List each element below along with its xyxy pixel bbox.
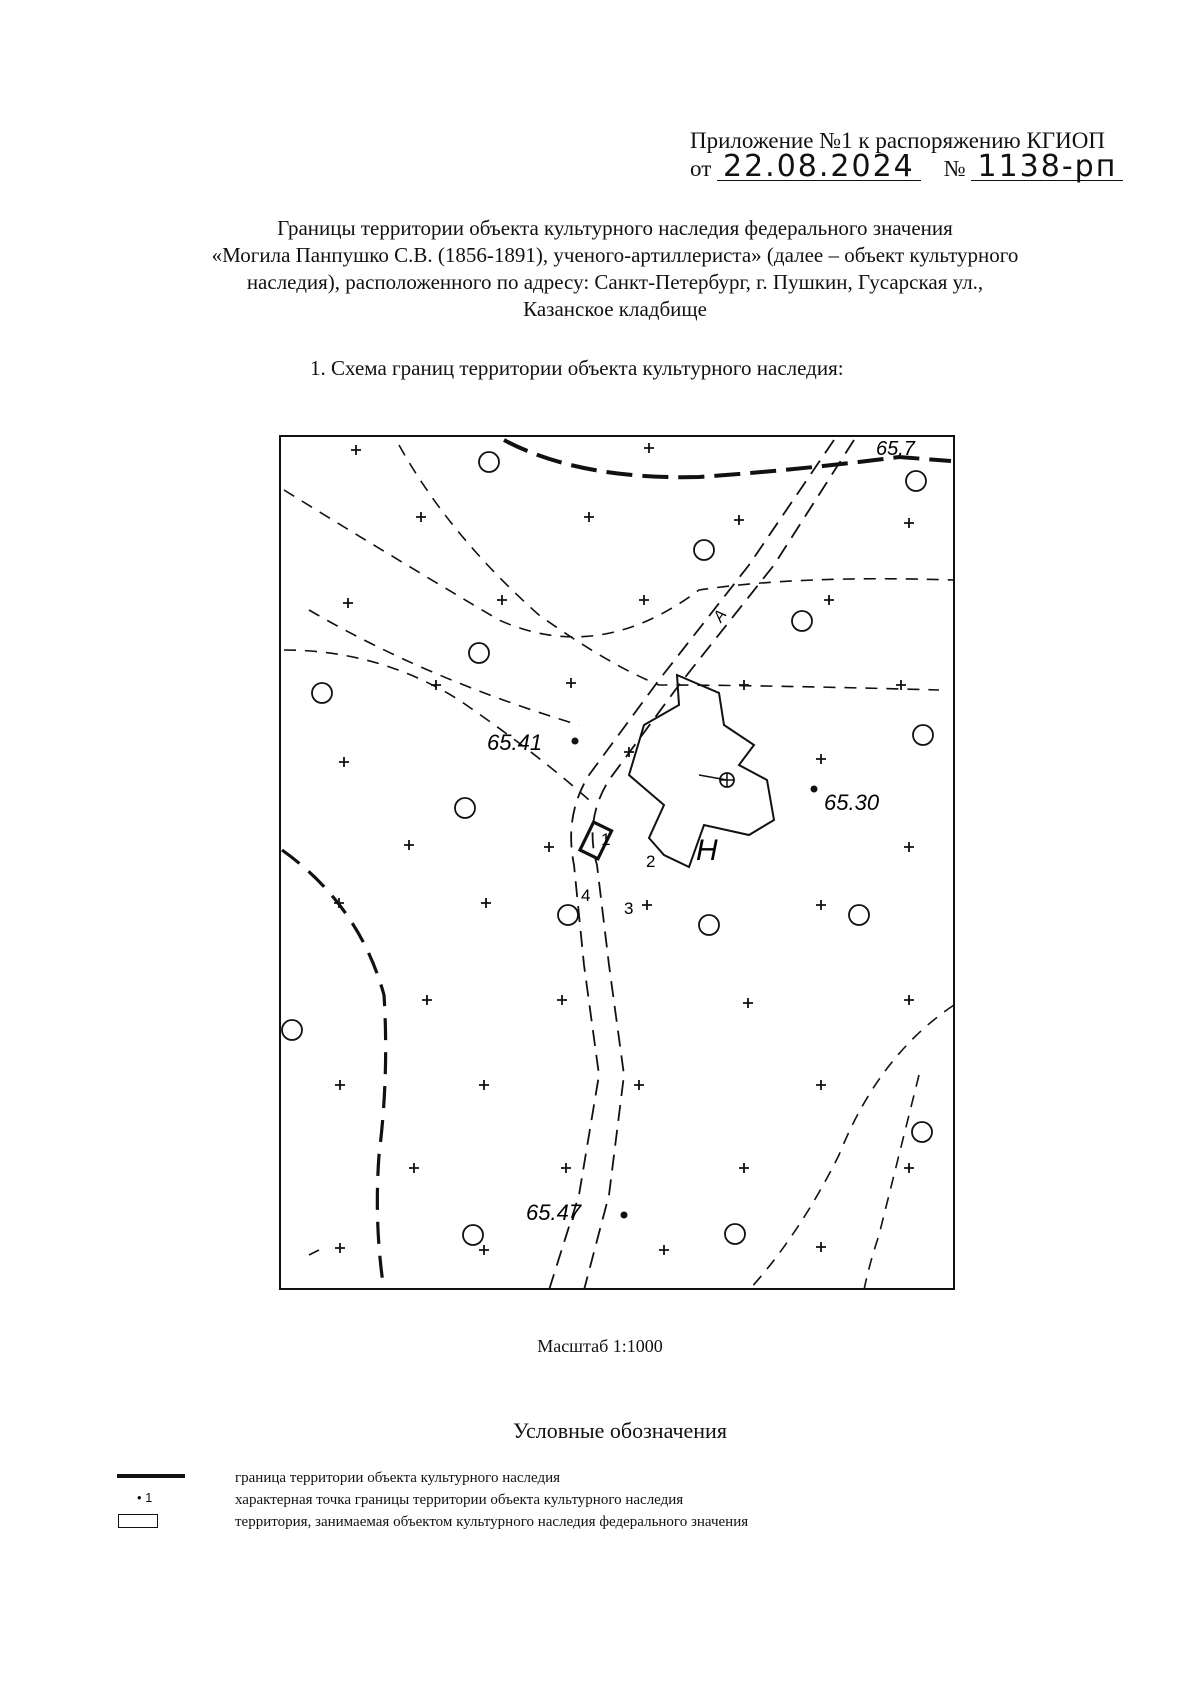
elevation-point-3 <box>621 1212 628 1219</box>
number-prefix: № <box>943 156 966 181</box>
boundary-point-2: 2 <box>646 852 656 871</box>
corner-elevation-label: 65.7 <box>876 438 915 460</box>
legend-title: Условные обозначения <box>513 1418 727 1443</box>
building-label: Н <box>696 834 718 867</box>
scale-label: Масштаб 1:1000 <box>537 1336 663 1356</box>
boundary-point-4: 4 <box>581 886 591 905</box>
header-line1: Приложение №1 к распоряжению КГИОП <box>690 128 1105 153</box>
boundary-point-3: 3 <box>624 899 634 918</box>
legend-item-boundary-line <box>115 1468 1015 1488</box>
title-line3: наследия), расположенного по адресу: Санкт-Петербург, г. Пушкин, Гусарская ул., <box>246 270 984 294</box>
boundary-point-1: 1 <box>601 830 611 849</box>
legend-line-symbol <box>115 1468 185 1488</box>
legend-text: характерная точка границы территории объекта культурного наследия <box>235 1492 684 1508</box>
order-number: 1138-рп <box>971 154 1123 181</box>
map-frame <box>280 436 954 1289</box>
title-line2: «Могила Панпушко С.В. (1856-1891), ученого-артиллериста» (далее – объект культурного <box>211 243 1019 267</box>
header-line2 <box>690 149 1160 184</box>
legend-text: территория, занимаемая объектом культурного наследия федерального значения <box>235 1514 749 1530</box>
elevation-label-3: 65.47 <box>526 1200 582 1225</box>
path-label: А <box>710 606 731 626</box>
order-header <box>690 127 1160 182</box>
boundary-scheme-map <box>279 435 955 1290</box>
document-title <box>120 215 1110 323</box>
from-prefix: от <box>690 156 712 181</box>
legend-rectangle-symbol <box>115 1512 185 1532</box>
legend-item-boundary-point <box>115 1490 1015 1510</box>
point-symbol-label: • 1 <box>137 1490 153 1505</box>
title-line1: Границы территории объекта культурного наследия федерального значения <box>277 216 953 240</box>
order-date: 22.08.2024 <box>717 154 921 181</box>
title-line4: Казанское кладбище <box>523 297 707 321</box>
elevation-point-1 <box>572 738 579 745</box>
legend-text: граница территории объекта культурного наследия <box>235 1470 561 1486</box>
legend-point-symbol <box>115 1490 185 1510</box>
elevation-label-1: 65.41 <box>487 730 543 755</box>
legend-item-site-area <box>115 1512 1015 1532</box>
section-heading: 1. Схема границ территории объекта культурного наследия: <box>310 356 844 380</box>
elevation-label-2: 65.30 <box>824 790 880 815</box>
elevation-point-2 <box>811 786 818 793</box>
